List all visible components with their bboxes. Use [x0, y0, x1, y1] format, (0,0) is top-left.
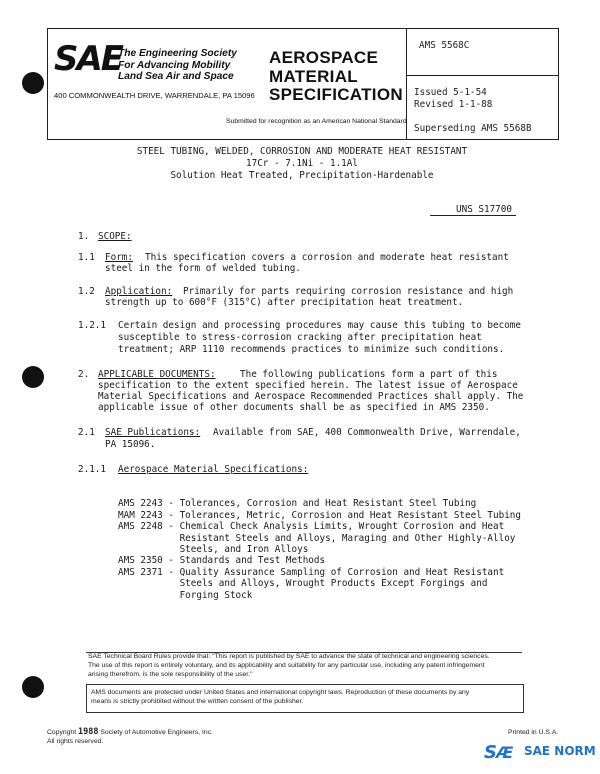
binder-hole-bottom — [22, 676, 44, 698]
section-1-1-heading: Form: — [105, 252, 133, 263]
printed-in: Printed in U.S.A. — [508, 729, 559, 736]
section-1-2-text-1: Primarily for parts requiring corrosion resistance and high — [183, 286, 514, 297]
uns-designation: UNS S17700 — [456, 204, 512, 215]
section-2-1-text-2: PA 15096. — [105, 439, 156, 450]
section-1-2-heading: Application: — [105, 286, 173, 297]
ams-list-item: AMS 2371 - Quality Assurance Sampling of Corrosion and Heat Resistant — [118, 566, 505, 578]
section-1-2-1-text-3: treatment; ARP 1110 recommends practices to minimize such conditions. — [118, 344, 505, 355]
binder-hole-middle — [22, 366, 44, 388]
copyright-prefix: Copyright — [47, 729, 77, 736]
section-2-text-3: Material Specifications and Aerospace Recommended Practices shall apply. The — [98, 391, 524, 402]
binder-hole-top — [22, 72, 44, 94]
section-2-text-2: specification to the extent specified herein. The latest issue of Aerospace — [98, 380, 518, 391]
section-1-1-text-2: steel in the form of welded tubing. — [105, 263, 301, 274]
section-1-1-text-1: This specification covers a corrosion and moderate heat resistant — [145, 252, 509, 263]
section-1-2-text-2: strength up to 600°F (315°C) after precipitation heat treatment. — [105, 297, 464, 308]
tagline-line-3: Land Sea Air and Space — [118, 71, 234, 82]
section-1-2-number: 1.2 — [78, 286, 95, 297]
ams-list-item: Steels, and Iron Alloys — [118, 544, 309, 556]
section-1-2-1-text-1: Certain design and processing procedures may cause this tubing to become — [118, 320, 521, 331]
title-line-specification: SPECIFICATION — [269, 85, 403, 104]
brand-mark — [484, 742, 512, 763]
society-tagline — [118, 48, 237, 83]
doc-title-line-2: 17Cr - 7.1Ni - 1.1Al — [246, 158, 358, 169]
copyright-owner: Society of Automotive Engineers, Inc. — [100, 729, 213, 736]
section-1-2-1-text-2: susceptible to stress-corrosion cracking after precipitation heat — [118, 332, 482, 343]
revised-date: Revised 1-1-88 — [414, 99, 493, 110]
section-2-number: 2. — [78, 369, 90, 380]
brand-name: SAE NORM — [524, 744, 596, 758]
title-line-material: MATERIAL — [269, 66, 358, 86]
header-doc-divider — [406, 75, 558, 76]
issued-date: Issued 5-1-54 — [414, 87, 487, 98]
header-box — [47, 28, 559, 140]
ams-list-item: MAM 2243 - Tolerances, Metric, Corrosion and Heat Resistant Steel Tubing — [118, 509, 521, 521]
tagline-line-1: The Engineering Society — [118, 48, 237, 59]
ams-list-item: AMS 2248 - Chemical Check Analysis Limits, Wrought Corrosion and Heat — [118, 521, 505, 533]
section-1-2-1-number: 1.2.1 — [78, 320, 106, 331]
section-2-text-4: applicable issue of other documents shall be as specified in AMS 2350. — [98, 402, 490, 413]
ams-list-item: AMS 2243 - Tolerances, Corrosion and Heat Resistant Steel Tubing — [118, 498, 477, 510]
doc-title-line-3: Solution Heat Treated, Precipitation-Hardenable — [170, 170, 434, 181]
rules-line-3: arising therefrom, is the sole responsibility of the user." — [88, 671, 253, 678]
rights-reserved: All rights reserved. — [47, 738, 104, 745]
section-2-1-text-1: Available from SAE, 400 Commonwealth Drive, Warrendale, — [213, 427, 521, 438]
technical-board-rules — [88, 652, 522, 679]
ams-list-item: Resistant Steels and Alloys, Maraging and Other Highly-Alloy — [118, 532, 516, 544]
sae-logo: SAE — [54, 39, 123, 79]
notice-line-2: means is strictly prohibited without the written consent of the publisher. — [91, 698, 304, 705]
section-1-heading: SCOPE: — [98, 231, 132, 242]
section-2-text-1: The following publications form a part of this — [240, 369, 498, 380]
copyright-year: 1988 — [77, 727, 99, 737]
rules-line-2: The use of this report is entirely voluntary, and its applicability and suitability for any particular use, including any patent infringement — [88, 662, 485, 669]
ams-list-item: AMS 2350 - Standards and Test Methods — [118, 555, 326, 567]
title-line-aerospace: AEROSPACE — [269, 48, 379, 67]
section-2-1-number: 2.1 — [78, 427, 95, 438]
copyright-notice — [91, 688, 469, 706]
notice-line-1: AMS documents are protected under United States and international copyright laws. Reproduction of these documents by any — [91, 689, 470, 696]
rules-line-1: SAE Technical Board Rules provide that: "This report is published by SAE to advance the state of technical and engineering sciences. — [88, 653, 490, 660]
section-2-1-heading: SAE Publications: — [105, 427, 201, 438]
doc-title-line-1: STEEL TUBING, WELDED, CORROSION AND MODERATE HEAT RESISTANT — [136, 146, 468, 157]
society-address: 400 COMMONWEALTH DRIVE, WARRENDALE, PA 15096 — [54, 91, 255, 100]
section-1-1-number: 1.1 — [78, 252, 95, 263]
doc-number: AMS 5568C — [419, 40, 470, 51]
ams-list-item: Steels and Alloys, Wrought Products Except Forgings and — [118, 578, 488, 590]
section-2-1-1-heading: Aerospace Material Specifications: — [118, 464, 309, 475]
submitted-note: Submitted for recognition as an American National Standard — [226, 118, 407, 125]
document-type-title — [269, 49, 403, 105]
section-2-heading: APPLICABLE DOCUMENTS: — [98, 369, 216, 380]
tagline-line-2: For Advancing Mobility — [118, 59, 231, 71]
section-2-1-1-number: 2.1.1 — [78, 464, 106, 475]
brand-logo-icon: S — [484, 742, 496, 763]
copyright-notice-box — [86, 684, 524, 713]
section-1-number: 1. — [78, 231, 90, 242]
ams-list-item: Forging Stock — [118, 589, 253, 601]
ams-list — [118, 487, 521, 601]
copyright-line — [47, 728, 213, 737]
superseding-doc: Superseding AMS 5568B — [414, 123, 532, 134]
brand-logo-icon-2: Æ — [495, 743, 513, 762]
